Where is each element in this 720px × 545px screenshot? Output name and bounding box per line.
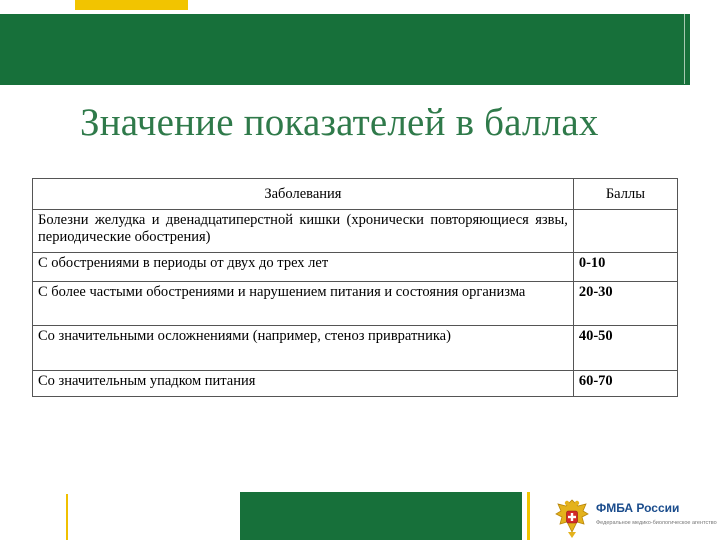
row-disease: Со значительным упадком питания xyxy=(33,371,574,397)
bottom-green-bar xyxy=(240,492,522,540)
scores-table xyxy=(32,178,678,397)
row-disease: С более частыми обострениями и нарушением питания и состояния организма xyxy=(33,282,574,326)
header-score: Баллы xyxy=(573,179,677,210)
table-row xyxy=(33,282,678,326)
banner-divider xyxy=(684,14,685,84)
table-row xyxy=(33,253,678,282)
row-score: 40-50 xyxy=(573,326,677,371)
table-row xyxy=(33,371,678,397)
slide-title: Значение показателей в баллах xyxy=(80,101,599,144)
row-disease: С обострениями в периоды от двух до трех лет xyxy=(33,253,574,282)
bottom-yellow-divider xyxy=(527,492,530,540)
fmba-logo xyxy=(552,496,717,540)
table-row xyxy=(33,210,678,253)
logo-title: ФМБА России xyxy=(596,501,680,515)
logo-subtitle: Федеральное медико-биологическое агентство xyxy=(596,520,717,526)
row-score: 0-10 xyxy=(573,253,677,282)
row-disease: Со значительными осложнениями (например, стеноз привратника) xyxy=(33,326,574,371)
top-green-banner xyxy=(0,14,690,85)
table-row xyxy=(33,326,678,371)
row-score: 20-30 xyxy=(573,282,677,326)
row-score xyxy=(573,210,677,253)
table-header-row xyxy=(33,179,678,210)
row-disease: Болезни желудка и двенадцатиперстной кишки (хронически повторяющиеся язвы, периодические обострения) xyxy=(33,210,574,253)
header-disease: Заболевания xyxy=(33,179,574,210)
bottom-left-yellow-line xyxy=(66,494,68,540)
double-headed-eagle-emblem-icon xyxy=(552,496,592,540)
top-yellow-bar xyxy=(75,0,188,10)
row-score: 60-70 xyxy=(573,371,677,397)
